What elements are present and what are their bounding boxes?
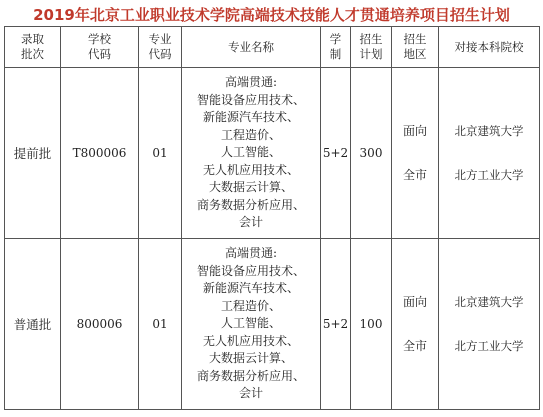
major-code-cell: 01 bbox=[139, 68, 182, 239]
major-line: 新能源汽车技术、 bbox=[202, 110, 299, 125]
major-line: 会计 bbox=[238, 386, 263, 401]
header-major-name: 专业名称 bbox=[182, 27, 321, 68]
school-code-cell: T800006 bbox=[61, 68, 139, 239]
major-name-cell bbox=[182, 68, 321, 239]
major-line: 商务数据分析应用、 bbox=[196, 368, 305, 383]
major-line: 会计 bbox=[238, 215, 263, 230]
quota-cell: 100 bbox=[351, 239, 392, 410]
page-title: 2019年北京工业职业技术学院高端技术技能人才贯通培养项目招生计划 bbox=[33, 6, 510, 24]
header-school-code: 学校 代码 bbox=[61, 27, 139, 68]
major-line: 无人机应用技术、 bbox=[202, 333, 299, 348]
header-duration: 学 制 bbox=[321, 27, 351, 68]
header-region: 招生 地区 bbox=[392, 27, 439, 68]
major-line: 商务数据分析应用、 bbox=[196, 197, 305, 212]
major-line: 大数据云计算、 bbox=[208, 180, 293, 195]
table-row bbox=[5, 68, 540, 239]
region-cell: 面向 全市 bbox=[392, 239, 439, 410]
major-line: 高端贯通: bbox=[224, 75, 278, 90]
major-line: 高端贯通: bbox=[224, 246, 278, 261]
university-cell: 北京建筑大学 北方工业大学 bbox=[439, 239, 540, 410]
duration-cell: 5+2 bbox=[321, 239, 351, 410]
major-line: 新能源汽车技术、 bbox=[202, 281, 299, 296]
major-line: 工程造价、 bbox=[220, 298, 281, 313]
batch-cell: 提前批 bbox=[5, 68, 61, 239]
batch-cell: 普通批 bbox=[5, 239, 61, 410]
major-line: 大数据云计算、 bbox=[208, 351, 293, 366]
quota-cell: 300 bbox=[351, 68, 392, 239]
duration-cell: 5+2 bbox=[321, 68, 351, 239]
major-line: 智能设备应用技术、 bbox=[196, 263, 305, 278]
major-line: 人工智能、 bbox=[220, 316, 281, 331]
university-cell: 北京建筑大学 北方工业大学 bbox=[439, 68, 540, 239]
table-row bbox=[5, 239, 540, 410]
enrollment-plan-table bbox=[4, 26, 540, 410]
header-quota: 招生 计划 bbox=[351, 27, 392, 68]
major-line: 工程造价、 bbox=[220, 127, 281, 142]
major-line: 无人机应用技术、 bbox=[202, 162, 299, 177]
major-line: 人工智能、 bbox=[220, 145, 281, 160]
region-cell: 面向 全市 bbox=[392, 68, 439, 239]
header-row bbox=[5, 27, 540, 68]
major-line: 智能设备应用技术、 bbox=[196, 92, 305, 107]
header-university: 对接本科院校 bbox=[439, 27, 540, 68]
header-batch: 录取 批次 bbox=[5, 27, 61, 68]
header-major-code: 专业 代码 bbox=[139, 27, 182, 68]
major-code-cell: 01 bbox=[139, 239, 182, 410]
school-code-cell: 800006 bbox=[61, 239, 139, 410]
major-name-cell bbox=[182, 239, 321, 410]
